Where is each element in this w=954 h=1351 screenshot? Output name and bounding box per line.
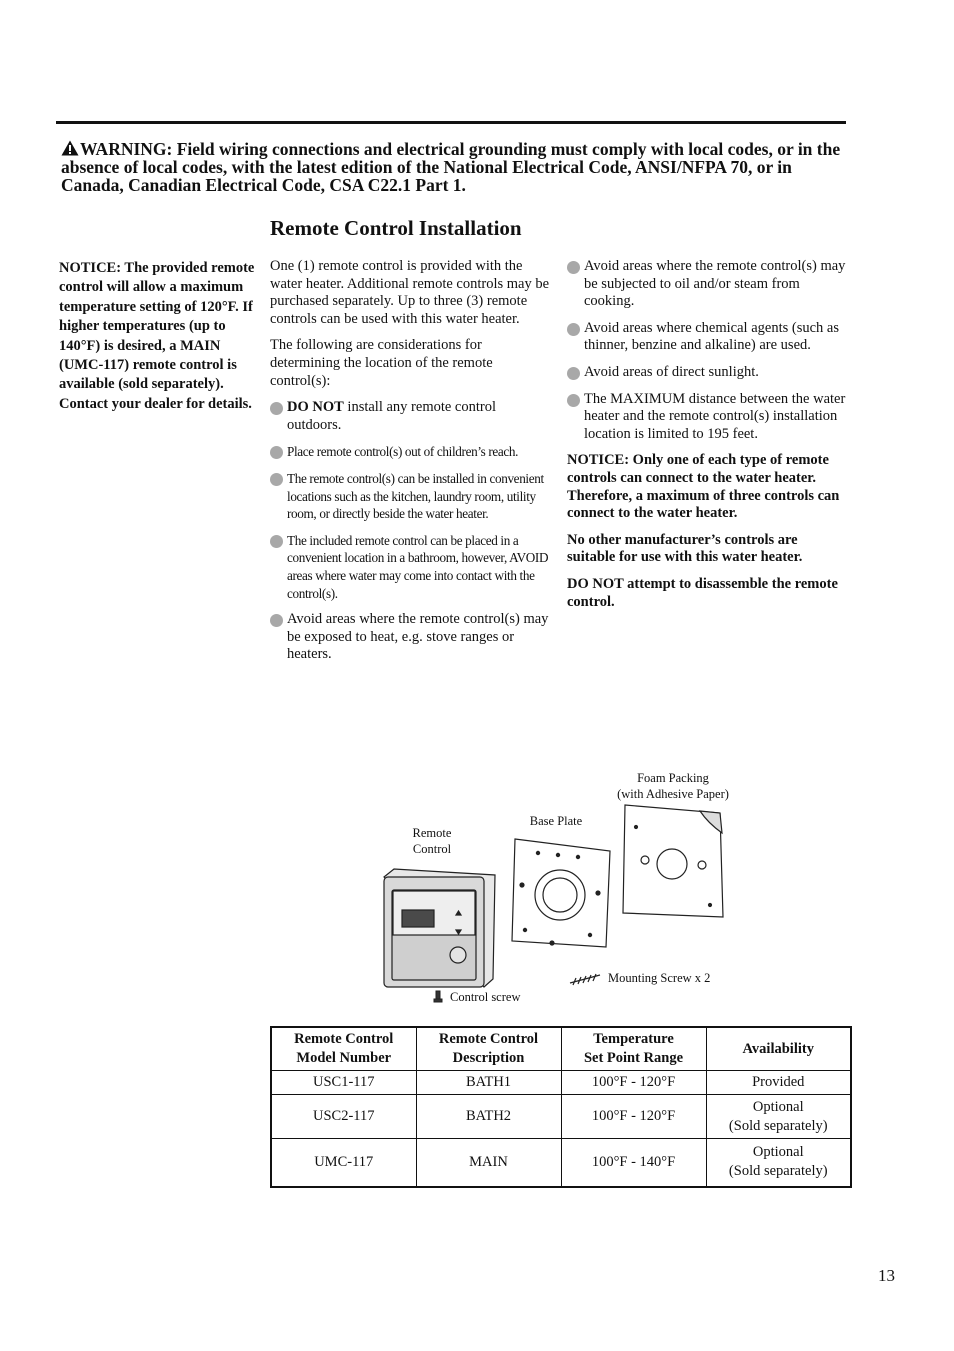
bullet-dot-icon	[270, 402, 283, 415]
header-set-point-range: Temperature Set Point Range	[561, 1027, 706, 1071]
cell-model: USC1-117	[271, 1071, 416, 1095]
cell-availability: Optional (Sold separately)	[706, 1095, 851, 1139]
bullet-bold-text: DO NOT	[287, 399, 344, 416]
table-row	[271, 1095, 851, 1139]
bullet-dot-icon	[270, 446, 283, 459]
bullet-dot-icon	[567, 323, 580, 336]
cell-range: 100°F - 120°F	[561, 1071, 706, 1095]
cell-description: MAIN	[416, 1139, 561, 1187]
bullet-text: The included remote control can be placed in a convenient location in a bathroom, however, AVOID areas where water may come into contact with the control(s).	[287, 532, 549, 601]
column-1	[270, 258, 550, 673]
base-plate-drawing	[512, 839, 610, 947]
top-rule	[56, 121, 846, 124]
bullet-dot-icon	[270, 614, 283, 627]
bullet-text: install any remote control outdoors.	[287, 399, 497, 433]
bullet-item	[270, 399, 550, 434]
notice-do-not-disassemble: DO NOT attempt to disassemble the remote control.	[567, 575, 838, 610]
bullet-item	[270, 470, 550, 523]
intro-paragraph: One (1) remote control is provided with the water heater. Additional remote controls may be purchased separately. Up to three (3) remote controls can be used with this water heater.	[270, 258, 550, 327]
cell-model: UMC-117	[271, 1139, 416, 1187]
bullet-text: Avoid areas where chemical agents (such as thinner, benzine and alkaline) are used.	[584, 319, 839, 354]
cell-availability: Provided	[706, 1071, 851, 1095]
bullet-text: Avoid areas of direct sunlight.	[584, 363, 759, 380]
bullet-dot-icon	[270, 473, 283, 486]
considerations-paragraph: The following are considerations for determining the location of the remote control(s):	[270, 337, 493, 389]
control-screw-label: Control screw	[450, 990, 521, 1004]
bullet-item	[270, 532, 550, 602]
bullet-text: Avoid areas where the remote control(s) may be subjected to oil and/or steam from cooking.	[584, 258, 846, 310]
bullet-item	[270, 611, 550, 664]
table-row	[271, 1139, 851, 1187]
header-model-number: Remote Control Model Number	[271, 1027, 416, 1071]
cell-range: 100°F - 120°F	[561, 1095, 706, 1139]
page-number: 13	[878, 1266, 895, 1285]
base-plate-label: Base Plate	[529, 814, 583, 828]
table-row	[271, 1071, 851, 1095]
bullet-dot-icon	[270, 535, 283, 548]
cell-description: BATH2	[416, 1095, 561, 1139]
mounting-screw-drawing	[570, 974, 600, 985]
foam-packing-drawing	[623, 805, 723, 917]
remote-control-drawing	[384, 869, 495, 987]
remote-control-diagram	[380, 765, 740, 1010]
bullet-item	[567, 320, 847, 355]
cell-description: BATH1	[416, 1071, 561, 1095]
bullet-dot-icon	[567, 261, 580, 274]
cell-availability: Optional (Sold separately)	[706, 1139, 851, 1187]
bullet-text: Place remote control(s) out of children’s reach.	[287, 444, 519, 460]
bullet-dot-icon	[567, 367, 580, 380]
warning-text: WARNING: Field wiring connections and electrical grounding must comply with local codes, or in the absence of local codes, with the latest edition of the National Electrical Code, ANSI/NFPA 70, or in Canada, Canadian Electrical Code, CSA C22.1 Part 1.	[61, 139, 841, 195]
bullet-dot-icon	[567, 394, 580, 407]
table-header-row	[271, 1027, 851, 1071]
bullet-text: The MAXIMUM distance between the water heater and the remote control(s) installation location is limited to 195 feet.	[584, 390, 846, 442]
bullet-item	[567, 258, 847, 311]
mounting-screw-label: Mounting Screw x 2	[608, 971, 711, 985]
bullet-item	[567, 364, 847, 382]
cell-range: 100°F - 140°F	[561, 1139, 706, 1187]
cell-model: USC2-117	[271, 1095, 416, 1139]
section-title: Remote Control Installation	[270, 216, 522, 240]
bullet-text: Avoid areas where the remote control(s) may be exposed to heat, e.g. stove ranges or heaters.	[287, 611, 549, 663]
notice-left: NOTICE: The provided remote control will allow a maximum temperature setting of 120°F. If higher temperatures (up to 140°F) is desired, a MAIN (UMC-117) remote control is available (sold separately). Contact your dealer for details.	[59, 260, 255, 412]
header-availability: Availability	[706, 1027, 851, 1071]
warning-triangle-icon	[61, 140, 79, 156]
remote-control-spec-table	[270, 1026, 852, 1188]
bullet-item	[567, 391, 847, 444]
header-description: Remote Control Description	[416, 1027, 561, 1071]
notice-other-manufacturers: No other manufacturer’s controls are suitable for use with this water heater.	[567, 531, 803, 566]
control-screw-drawing	[434, 991, 442, 1002]
foam-packing-label: Foam Packing (with Adhesive Paper)	[617, 771, 729, 801]
warning-block	[61, 140, 851, 194]
column-2	[567, 258, 847, 620]
bullet-item	[270, 443, 550, 461]
remote-control-label: Remote Control	[412, 826, 452, 856]
notice-one-per-type: NOTICE: Only one of each type of remote controls can connect to the water heater. Therefore, a maximum of three controls can connect to the water heater.	[567, 452, 840, 522]
bullet-text: The remote control(s) can be installed in convenient locations such as the kitchen, laundry room, utility room, or directly beside the water heater.	[287, 470, 544, 522]
